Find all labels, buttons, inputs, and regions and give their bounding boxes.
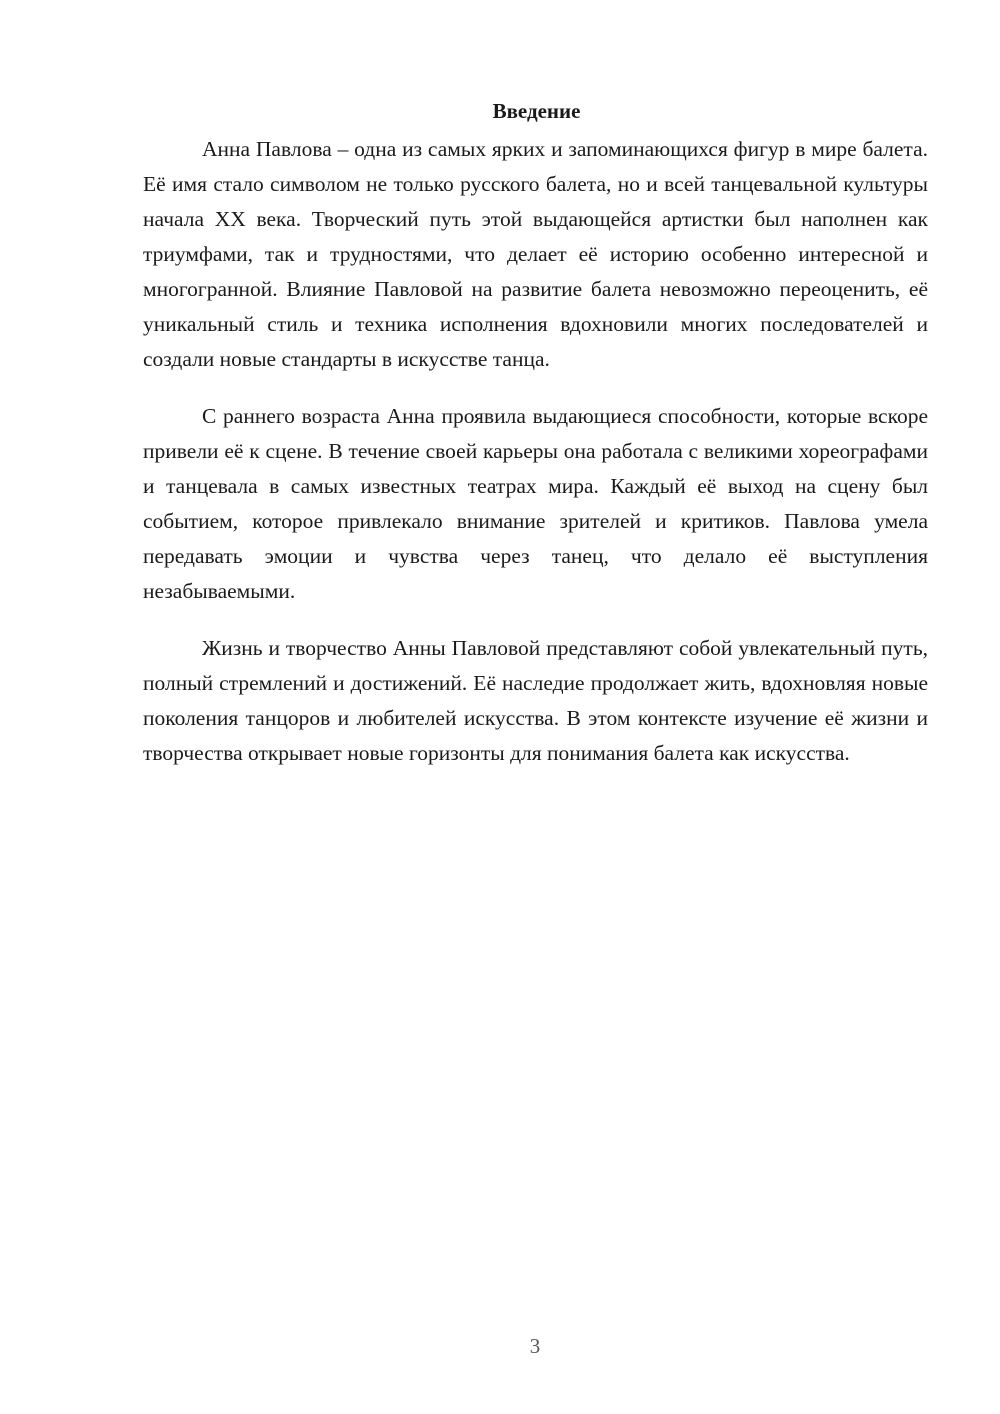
page-content	[143, 96, 928, 793]
page-number: 3	[529, 1334, 541, 1358]
paragraph-1: Анна Павлова – одна из самых ярких и запоминающихся фигур в мире балета. Её имя стало символом не только русского балета, но и всей танцевальной культуры начала XX века. Творческий путь этой выдающейся артистки был наполнен как триумфами, так и трудностями, что делает её историю особенно интересной и многогранной. Влияние Павловой на развитие балета невозможно переоценить, её уникальный стиль и техника исполнения вдохновили многих последователей и создали новые стандарты в искусстве танца.	[143, 137, 928, 371]
paragraph-2: С раннего возраста Анна проявила выдающиеся способности, которые вскоре привели её к сцене. В течение своей карьеры она работала с великими хореографами и танцевала в самых известных театрах мира. Каждый её выход на сцену был событием, которое привлекало внимание зрителей и критиков. Павлова умела передавать эмоции и чувства через танец, что делало её выступления незабываемыми.	[143, 404, 928, 603]
paragraph-3: Жизнь и творчество Анны Павловой представляют собой увлекательный путь, полный стремлений и достижений. Её наследие продолжает жить, вдохновляя новые поколения танцоров и любителей искусства. В этом контексте изучение её жизни и творчества открывает новые горизонты для понимания балета как искусства.	[143, 636, 928, 765]
section-title: Введение	[492, 99, 581, 123]
